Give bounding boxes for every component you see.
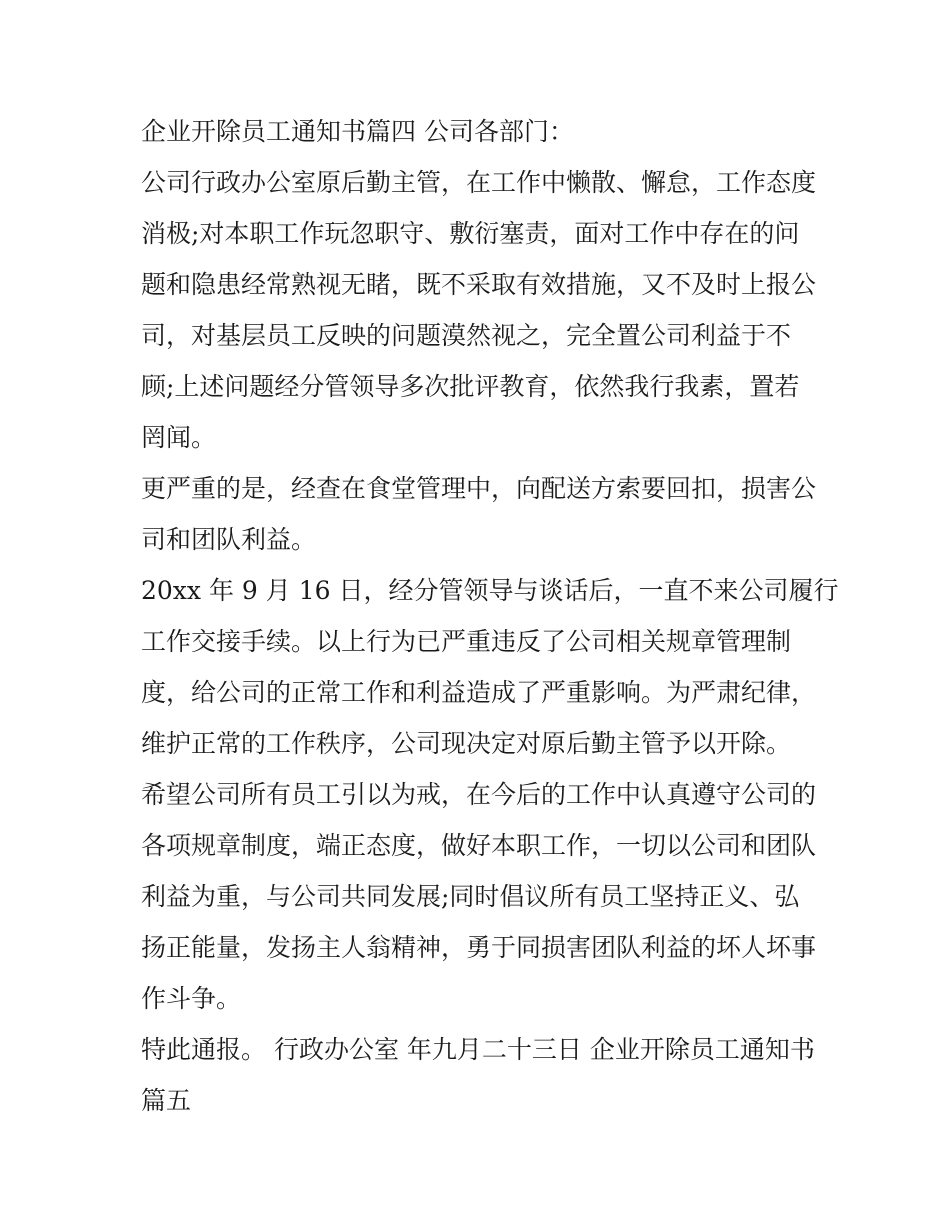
text-line: 特此通报。 行政办公室 年九月二十三日 企业开除员工通知书 (141, 1035, 815, 1064)
text-line: 篇五 (141, 1086, 192, 1115)
text-line: 消极;对本职工作玩忽职守、敷衍塞责，面对工作中存在的问 (141, 219, 800, 248)
text-line: 希望公司所有员工引以为戒，在今后的工作中认真遵守公司的 (141, 780, 817, 809)
text-line: 司，对基层员工反映的问题漠然视之，完全置公司利益于不 (141, 321, 792, 350)
text-line: 司和团队利益。 (141, 525, 317, 554)
text-line: 维护正常的工作秩序，公司现决定对原后勤主管予以开除。 (141, 729, 792, 758)
text-line: 工作交接手续。以上行为已严重违反了公司相关规章管理制 (141, 627, 792, 656)
text-line: 顾;上述问题经分管领导多次批评教育，依然我行我素，置若 (141, 372, 800, 401)
text-line: 公司行政办公室原后勤主管，在工作中懒散、懈怠，工作态度 (141, 168, 817, 197)
text-line: 题和隐患经常熟视无睹，既不采取有效措施，又不及时上报公 (141, 270, 817, 299)
text-line: 20xx 年 9 月 16 日，经分管领导与谈话后，一直不来公司履行 (141, 576, 839, 605)
text-line: 企业开除员工通知书篇四 公司各部门： (141, 117, 574, 146)
text-line: 利益为重，与公司共同发展;同时倡议所有员工坚持正义、弘 (141, 882, 800, 911)
text-line: 扬正能量，发扬主人翁精神，勇于同损害团队利益的坏人坏事 (141, 933, 817, 962)
document-body (141, 106, 839, 1126)
text-line: 作斗争。 (141, 984, 242, 1013)
text-line: 更严重的是，经查在食堂管理中，向配送方索要回扣，损害公 (141, 474, 817, 503)
text-line: 罔闻。 (141, 423, 217, 452)
text-line: 度，给公司的正常工作和利益造成了严重影响。为严肃纪律， (141, 678, 817, 707)
text-line: 各项规章制度，端正态度，做好本职工作，一切以公司和团队 (141, 831, 817, 860)
